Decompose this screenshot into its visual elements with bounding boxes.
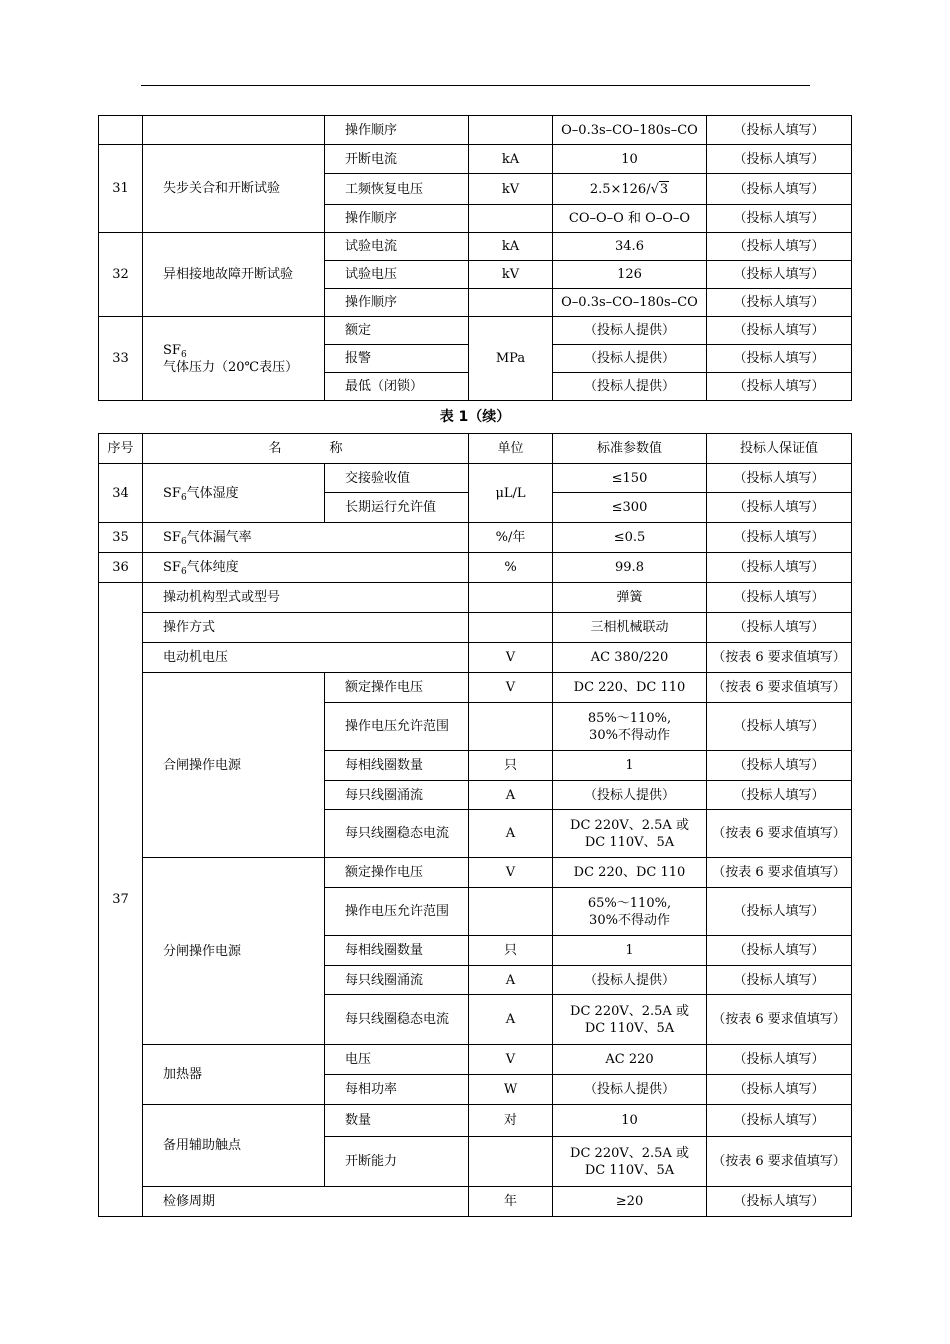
table-row: 每只线圈稳态电流 A DC 220V、2.5A 或 DC 110V、5A （按表 6 要求值填写） bbox=[99, 995, 852, 1045]
item-name: $SF_6$气体漏气率 bbox=[143, 523, 469, 553]
table-row: 备用辅助触点 数量 对 10 （投标人填写） bbox=[99, 1105, 852, 1137]
header-std: 标准参数值 bbox=[553, 434, 707, 464]
table-row: 操作电压允许范围 85%～110%, 30%不得动作 （投标人填写） bbox=[99, 703, 852, 751]
table-row: 操作方式 三相机械联动 （投标人填写） bbox=[99, 613, 852, 643]
row-number: 34 bbox=[99, 464, 143, 523]
header-no: 序号 bbox=[99, 434, 143, 464]
table-row: 32 异相接地故障开断试验 试验电流 kA 34.6 （投标人填写） bbox=[99, 233, 852, 261]
table-row: 操作顺序 O–0.3s–CO–180s–CO （投标人填写） bbox=[99, 289, 852, 317]
table-row: 36 $SF_6$气体纯度 % 99.8 （投标人填写） bbox=[99, 553, 852, 583]
table-row: 31 失步关合和开断试验 开断电流 kA 10 （投标人填写） bbox=[99, 145, 852, 174]
table-row: 操作顺序 O–0.3s–CO–180s–CO （投标人填写） bbox=[99, 116, 852, 145]
table-row: 分闸操作电源 额定操作电压 V DC 220、DC 110 （按表 6 要求值填写） bbox=[99, 858, 852, 888]
row-number: 35 bbox=[99, 523, 143, 553]
table-row: 最低（闭锁） （投标人提供） （投标人填写） bbox=[99, 373, 852, 401]
group-name: 备用辅助触点 bbox=[143, 1105, 325, 1187]
table-row: 每只线圈涌流 A （投标人提供） （投标人填写） bbox=[99, 781, 852, 810]
table-row: 35 $SF_6$气体漏气率 %/年 ≤0.5 （投标人填写） bbox=[99, 523, 852, 553]
header-name: 名 称 bbox=[143, 434, 469, 464]
sqrt-symbol: √3 bbox=[650, 181, 669, 197]
item-name: $SF_6$气体纯度 bbox=[143, 553, 469, 583]
table-row: 每相线圈数量 只 1 （投标人填写） bbox=[99, 751, 852, 781]
std-value: 2.5×126/√3 bbox=[553, 174, 707, 205]
spec-table-lower bbox=[98, 433, 852, 1217]
item-name: $SF_6$气体压力（20℃表压） bbox=[143, 317, 325, 401]
header-rule bbox=[141, 85, 810, 86]
table-row: 37 操动机构型式或型号 弹簧 （投标人填写） bbox=[99, 583, 852, 613]
table-row: 操作顺序 CO–O–O 和 O–O–O （投标人填写） bbox=[99, 205, 852, 233]
item-name: $SF_6$气体湿度 bbox=[143, 464, 325, 523]
table-row: 电动机电压 V AC 380/220 （按表 6 要求值填写） bbox=[99, 643, 852, 673]
table-row: 长期运行允许值 ≤300 （投标人填写） bbox=[99, 493, 852, 523]
group-name: 合闸操作电源 bbox=[143, 673, 325, 858]
table-row: 报警 （投标人提供） （投标人填写） bbox=[99, 345, 852, 373]
table-row: 试验电压 kV 126 （投标人填写） bbox=[99, 261, 852, 289]
table-row: 每相线圈数量 只 1 （投标人填写） bbox=[99, 936, 852, 966]
table-header-row bbox=[99, 434, 852, 464]
table-row: 34 $SF_6$气体湿度 交接验收值 μL/L ≤150 （投标人填写） bbox=[99, 464, 852, 493]
table-row: 33 $SF_6$气体压力（20℃表压） 额定 MPa （投标人提供） （投标人填写） bbox=[99, 317, 852, 345]
table-row: 检修周期 年 ≥20 （投标人填写） bbox=[99, 1187, 852, 1217]
header-guar: 投标人保证值 bbox=[707, 434, 852, 464]
table-row: 加热器 电压 V AC 220 （投标人填写） bbox=[99, 1045, 852, 1075]
row-number: 37 bbox=[99, 583, 143, 1217]
spec-table-upper bbox=[98, 115, 852, 401]
table-row: 每相功率 W （投标人提供） （投标人填写） bbox=[99, 1075, 852, 1105]
row-number: 31 bbox=[99, 145, 143, 233]
table-row: 工频恢复电压 kV 2.5×126/√3 （投标人填写） bbox=[99, 174, 852, 205]
group-name: 分闸操作电源 bbox=[143, 858, 325, 1045]
table-row: 开断能力 DC 220V、2.5A 或 DC 110V、5A （按表 6 要求值填写） bbox=[99, 1137, 852, 1187]
row-number: 33 bbox=[99, 317, 143, 401]
header-unit: 单位 bbox=[469, 434, 553, 464]
table-row: 合闸操作电源 额定操作电压 V DC 220、DC 110 （按表 6 要求值填写） bbox=[99, 673, 852, 703]
row-number: 32 bbox=[99, 233, 143, 317]
item-name: 失步关合和开断试验 bbox=[143, 145, 325, 233]
table-row: 每只线圈稳态电流 A DC 220V、2.5A 或 DC 110V、5A （按表 6 要求值填写） bbox=[99, 810, 852, 858]
table-row: 每只线圈涌流 A （投标人提供） （投标人填写） bbox=[99, 966, 852, 995]
table-caption: 表 1（续） bbox=[439, 409, 511, 425]
item-name: 异相接地故障开断试验 bbox=[143, 233, 325, 317]
row-number: 36 bbox=[99, 553, 143, 583]
table-row: 操作电压允许范围 65%～110%, 30%不得动作 （投标人填写） bbox=[99, 888, 852, 936]
group-name: 加热器 bbox=[143, 1045, 325, 1105]
